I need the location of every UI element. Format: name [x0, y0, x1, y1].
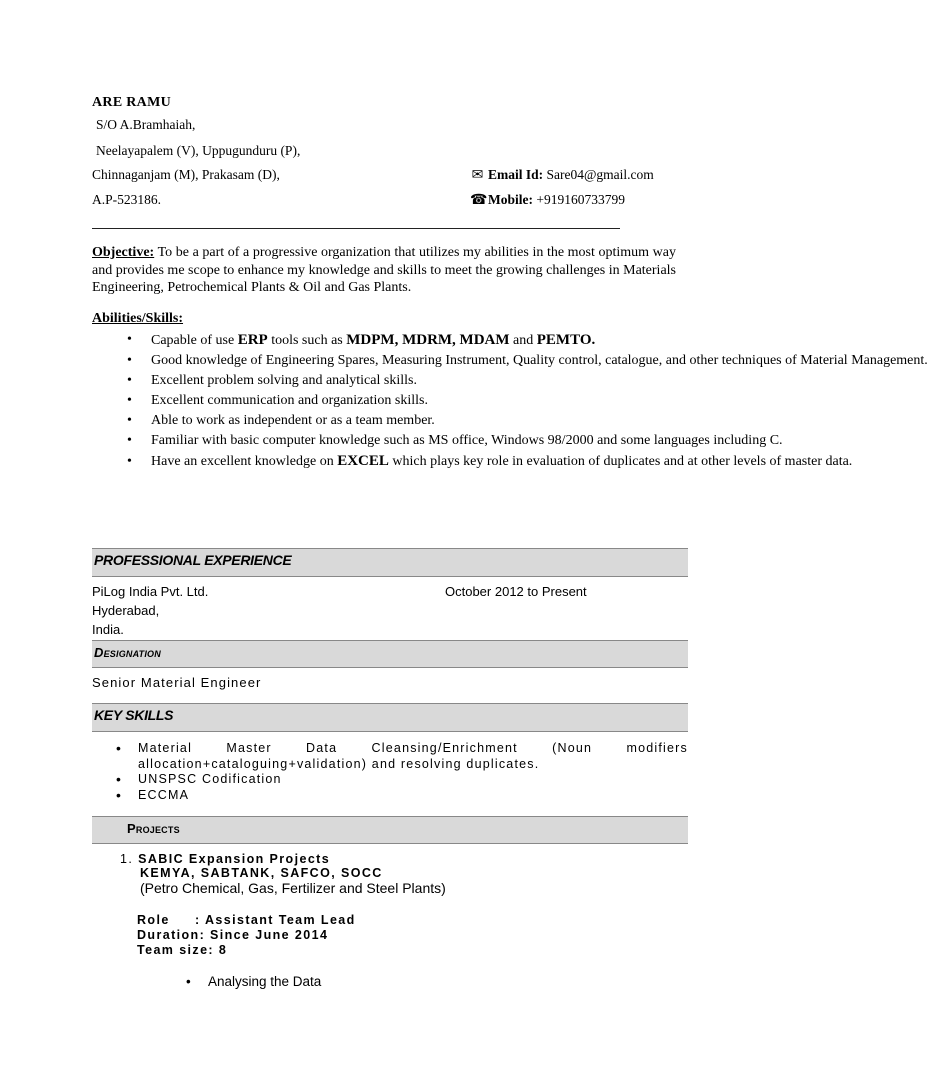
envelope-icon: ✉ — [471, 168, 484, 183]
section-title: Projects — [127, 821, 180, 836]
list-item — [92, 330, 676, 351]
objective-text: To be a part of a progressive organization that utilizes my abilities in the most optimum way and provides me scope to enhance my knowledge and skills to meet the growing challenges in Materials Engineering, Petrochemical Plants & Oil and Gas Plants. — [92, 245, 676, 295]
designation-value: Senior Material Engineer — [92, 675, 262, 690]
ability-text: Capable of use — [151, 333, 235, 348]
header-divider — [92, 228, 620, 229]
key-skill-line: • Material Master Data Cleansing/Enrichment (Noun modifiers — [138, 741, 688, 755]
designation-header — [92, 640, 688, 668]
email-label: Email Id: — [488, 167, 544, 182]
ability-text: Have an excellent knowledge on — [151, 454, 334, 469]
objective-paragraph — [92, 244, 676, 297]
list-item: • Good knowledge of Engineering Spares, Measuring Instrument, Quality control, catalogue, and other techniques of Material Management. — [92, 351, 676, 371]
key-skill-line: allocation+cataloguing+validation) and resolving duplicates. — [138, 756, 540, 771]
telephone-icon: ☎ — [470, 193, 488, 208]
address-line-1: S/O A.Bramhaiah, — [96, 117, 196, 132]
erp-codes: MDPM, MDRM, MDAM — [346, 332, 510, 348]
list-item: • Able to work as independent or as a team member. — [92, 411, 676, 431]
list-item — [92, 451, 853, 472]
email-value[interactable]: Sare04@gmail.com — [546, 167, 654, 182]
key-skills-header — [92, 703, 688, 732]
abilities-list — [92, 330, 928, 472]
project-sites: KEMYA, SABTANK, SAFCO, SOCC — [140, 866, 383, 880]
address-line-2: Neelayapalem (V), Uppugunduru (P), — [96, 143, 301, 158]
ability-text: tools such as — [271, 333, 343, 348]
section-title: KEY SKILLS — [94, 707, 174, 723]
list-item: • UNSPSC Codification — [92, 772, 688, 788]
ability-text: and — [513, 333, 534, 348]
project-bullet — [186, 974, 321, 989]
objective-label: Objective: — [92, 245, 155, 260]
project-duration: Duration: Since June 2014 — [137, 928, 329, 942]
key-skills-list — [92, 741, 688, 803]
abilities-title: Abilities/Skills: — [92, 311, 184, 326]
email-line — [470, 167, 654, 184]
erp-text: ERP — [237, 332, 268, 348]
ability-text: which plays key role in evaluation of duplicates and at other levels of master data. — [392, 454, 853, 469]
phone-line — [470, 192, 625, 209]
phone-label: Mobile: — [488, 192, 533, 207]
bullet-text: Analysing the Data — [208, 974, 322, 989]
bullet-glyph: • — [186, 974, 191, 989]
phone-value: +919160733799 — [536, 192, 625, 207]
project-number: 1. — [120, 852, 134, 866]
list-item: • Familiar with basic computer knowledge such as MS office, Windows 98/2000 and some languages including C. — [92, 431, 676, 451]
project-name: SABIC Expansion Projects — [138, 852, 331, 866]
address-line-4: A.P-523186. — [92, 192, 162, 207]
company-city: Hyderabad, — [92, 603, 160, 618]
project-team-size: Team size: 8 — [137, 943, 228, 957]
employment-period: October 2012 to Present — [445, 584, 587, 599]
projects-header — [92, 816, 688, 844]
list-item: • ECCMA — [92, 788, 688, 804]
list-item — [92, 741, 688, 772]
section-title: Designation — [94, 645, 161, 660]
excel-text: EXCEL — [337, 453, 389, 469]
section-title: PROFESSIONAL EXPERIENCE — [94, 552, 292, 568]
role-label: Role — [137, 913, 170, 927]
role-value: : Assistant Team Lead — [195, 913, 356, 927]
list-item: • Excellent problem solving and analytical skills. — [92, 371, 676, 391]
company-country: India. — [92, 622, 124, 637]
project-description: (Petro Chemical, Gas, Fertilizer and Steel Plants) — [140, 880, 446, 896]
professional-experience-header — [92, 548, 688, 577]
project-role — [137, 913, 356, 928]
address-line-3: Chinnaganjam (M), Prakasam (D), — [92, 167, 280, 182]
project-title-line — [120, 852, 330, 867]
company-name: PiLog India Pvt. Ltd. — [92, 584, 209, 599]
list-item: • Excellent communication and organization skills. — [92, 391, 676, 411]
candidate-name: ARE RAMU — [92, 95, 172, 110]
pemto-text: PEMTO. — [536, 332, 596, 348]
